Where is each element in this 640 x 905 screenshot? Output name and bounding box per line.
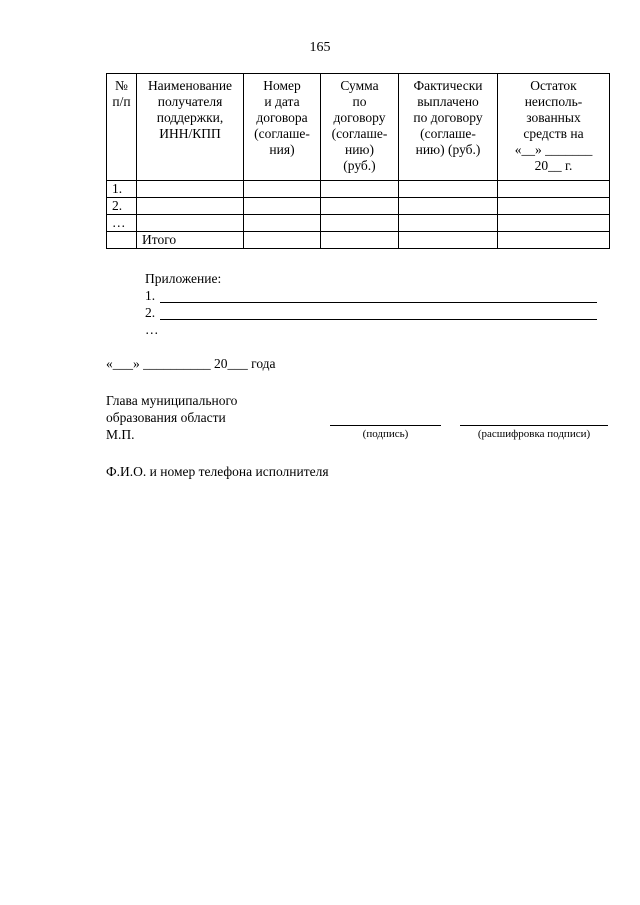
table-cell: [137, 181, 244, 198]
appendix-fill-line-2: [160, 319, 597, 320]
table-cell: [399, 232, 498, 249]
table-cell: 2.: [107, 198, 137, 215]
table-cell: 1.: [107, 181, 137, 198]
appendix-item-1: 1.: [145, 288, 156, 303]
header-amount: Сумма по договору (соглаше- нию) (руб.): [321, 74, 399, 181]
table-total-row: [107, 232, 610, 249]
table-cell: [244, 215, 321, 232]
signatory-title-line-1: Глава муниципального: [106, 393, 238, 408]
table-cell: [137, 215, 244, 232]
signature-decoding-caption: (расшифровка подписи): [477, 428, 591, 440]
header-recipient: Наименование получателя поддержки, ИНН/КПП: [137, 74, 244, 181]
table-header-row: [107, 74, 610, 181]
executor-line: Ф.И.О. и номер телефона исполнителя: [106, 464, 329, 479]
total-label: Итого: [137, 232, 244, 249]
table-row: [107, 181, 610, 198]
table-cell: [399, 215, 498, 232]
signatory-title-line-2: образования области: [106, 410, 226, 425]
header-contract: Номер и дата договора (соглаше- ния): [244, 74, 321, 181]
header-paid: Фактически выплачено по договору (соглаше- нию) (руб.): [399, 74, 498, 181]
appendix-item-2: 2.: [145, 305, 156, 320]
table-cell: [244, 181, 321, 198]
appendix-title: Приложение:: [145, 271, 222, 286]
table-row: [107, 198, 610, 215]
table-cell: [321, 198, 399, 215]
stamp-mark: М.П.: [106, 427, 135, 442]
table-cell: [321, 181, 399, 198]
table-cell: [498, 198, 610, 215]
table-cell: [498, 232, 610, 249]
page-number: 165: [309, 40, 331, 55]
table-cell: [399, 181, 498, 198]
table-cell: …: [107, 215, 137, 232]
header-remainder: Остаток неисполь- зованных средств на «__» _______ 20__ г.: [498, 74, 610, 181]
table-cell: [321, 232, 399, 249]
header-number: № п/п: [107, 74, 137, 181]
table-cell: [244, 232, 321, 249]
table-cell: [399, 198, 498, 215]
table-cell: [107, 232, 137, 249]
table-cell: [498, 215, 610, 232]
table-cell: [321, 215, 399, 232]
table-row: [107, 215, 610, 232]
table-cell: [498, 181, 610, 198]
signature-line: [330, 425, 441, 426]
table-cell: [137, 198, 244, 215]
appendix-item-ellipsis: …: [145, 322, 159, 337]
signature-decoding-line: [460, 425, 608, 426]
report-table: [106, 73, 610, 249]
signature-caption: (подпись): [362, 428, 409, 440]
table-cell: [244, 198, 321, 215]
date-line: «___» __________ 20___ года: [106, 356, 276, 371]
appendix-fill-line-1: [160, 302, 597, 303]
